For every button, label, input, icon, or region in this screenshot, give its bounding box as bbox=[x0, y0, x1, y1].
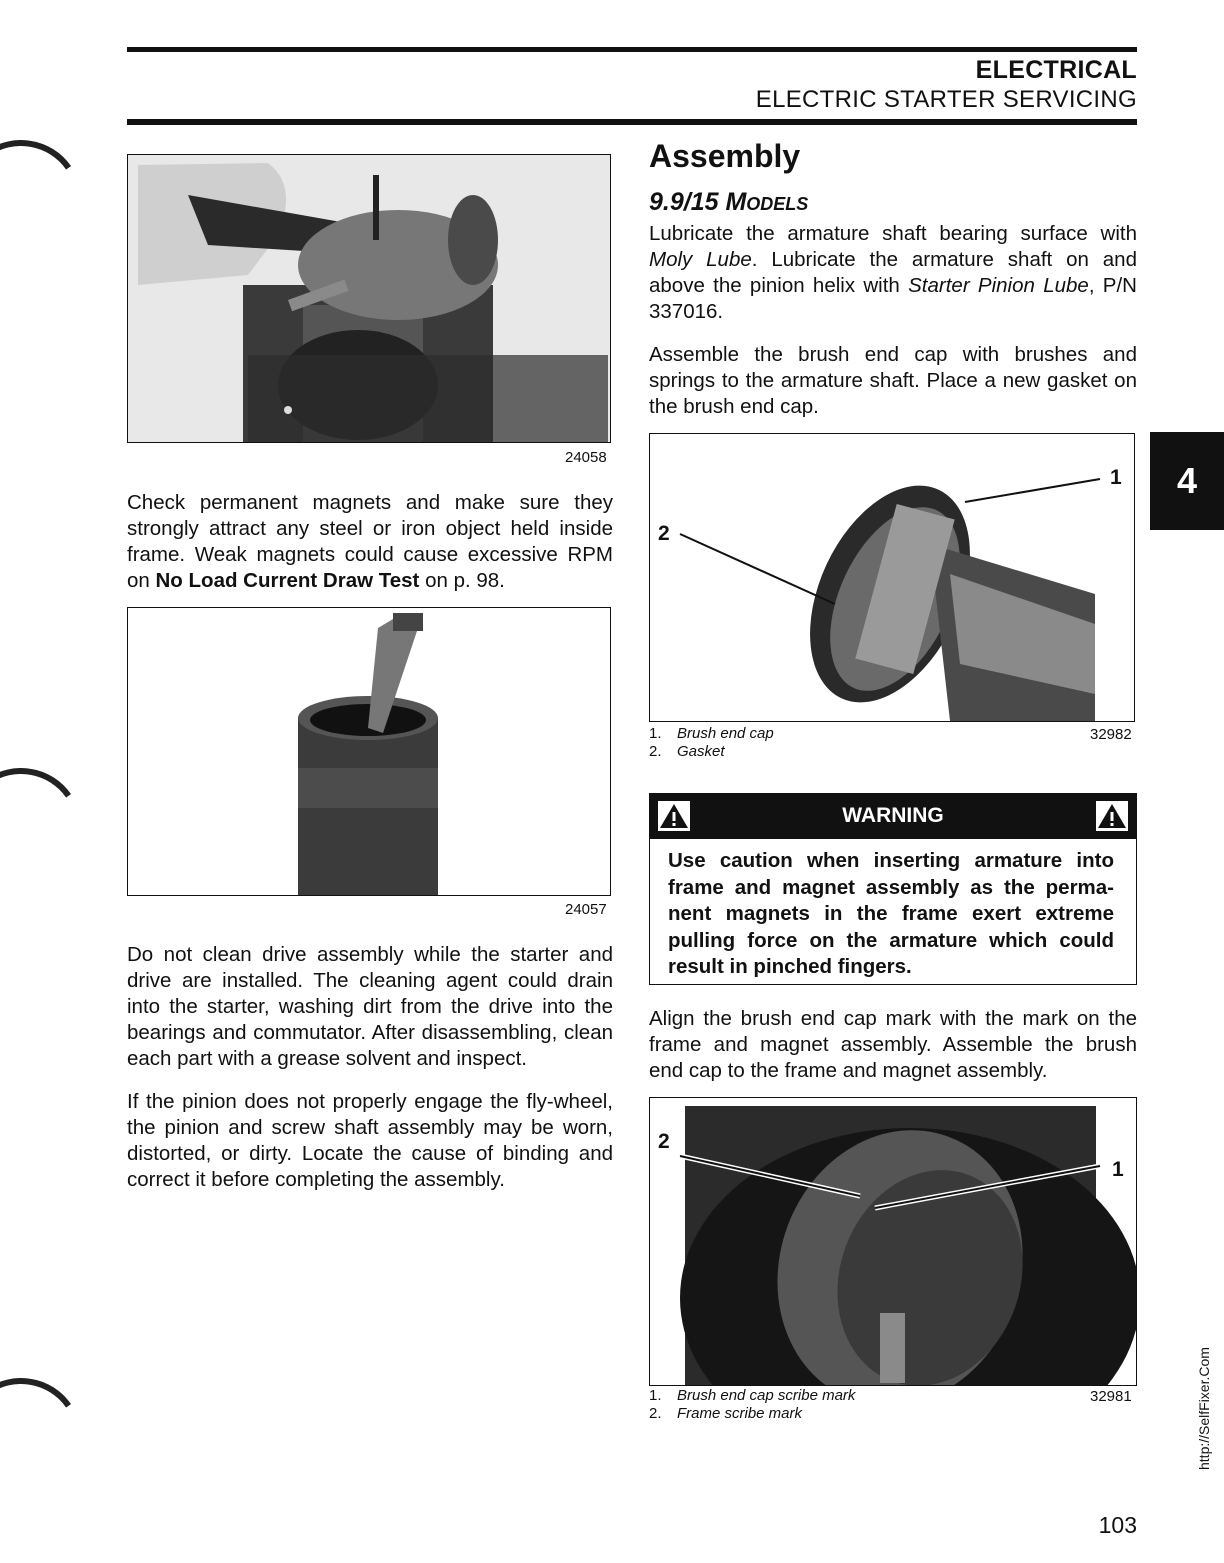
callout-2: 2 bbox=[658, 1130, 670, 1153]
figure-frame-photo bbox=[127, 607, 611, 896]
side-watermark-url: http://SelfFixer.Com bbox=[1196, 1347, 1212, 1470]
warning-triangle-icon bbox=[1096, 801, 1128, 831]
page-number: 103 bbox=[1098, 1512, 1137, 1538]
no-load-test-link-text: No Load Current Draw Test bbox=[155, 569, 420, 592]
figure-scribe-marks-photo bbox=[649, 1097, 1137, 1386]
header-subsection: ELECTRIC STARTER SERVICING bbox=[755, 86, 1137, 113]
binder-hole-middle bbox=[0, 758, 92, 899]
lubricate-text-b: . Lubricate the armature shaft on and above the pinion helix with bbox=[649, 248, 1137, 297]
lubricate-text-a: Lubricate the armature shaft bearing surface with bbox=[649, 222, 1137, 245]
starter-pinion-lube-text: Starter Pinion Lube bbox=[908, 274, 1089, 297]
lubricate-paragraph bbox=[649, 221, 1137, 325]
legend-item: 1. Brush end cap scribe mark bbox=[649, 1387, 856, 1404]
figure-4-number: 32981 bbox=[1090, 1388, 1132, 1405]
figure-armature-photo bbox=[127, 154, 611, 443]
warning-text: Use caution when inserting armature into frame and magnet assembly as the perma-nent magnets in the frame exert extreme pulling force on the armature which could result in pinched fingers. bbox=[668, 849, 1114, 978]
warning-title: WARNING bbox=[842, 804, 944, 827]
header-section: ELECTRICAL bbox=[975, 56, 1137, 84]
assembly-heading: Assembly bbox=[649, 138, 801, 174]
armature-illustration bbox=[128, 155, 610, 442]
legend-item: 1. Brush end cap bbox=[649, 725, 774, 742]
figure-4-legend bbox=[649, 1387, 855, 1423]
header-rule-top bbox=[127, 47, 1137, 52]
lubricate-text-c: , P/N 337016. bbox=[649, 274, 1137, 323]
callout-1: 1 bbox=[1110, 466, 1122, 489]
frame-illustration bbox=[128, 608, 610, 895]
clean-drive-paragraph: Do not clean drive assembly while the starter and drive are installed. The cleaning agent could drain into the starter, washing dirt from the drive into the bearings and commutator. After disassembling, clean each part with a grease solvent and inspect. bbox=[127, 943, 613, 1070]
brush-end-cap-illustration bbox=[650, 434, 1134, 721]
figure-1-number: 24058 bbox=[565, 449, 607, 466]
binder-hole-top bbox=[0, 130, 92, 271]
scribe-marks-illustration bbox=[650, 1098, 1136, 1385]
legend-item: 2. Gasket bbox=[649, 743, 725, 760]
callout-2: 2 bbox=[658, 522, 670, 545]
legend-item: 2. Frame scribe mark bbox=[649, 1405, 803, 1422]
magnets-text-end: on p. 98. bbox=[419, 569, 505, 592]
header-rule-bottom bbox=[127, 119, 1137, 125]
models-subheading: 9.9/15 Models bbox=[649, 188, 809, 216]
align-paragraph: Align the brush end cap mark with the mark on the frame and magnet assembly. Assemble the brush end cap to the frame and magnet assembly. bbox=[649, 1007, 1137, 1082]
brush-cap-paragraph: Assemble the brush end cap with brushes and springs to the armature shaft. Place a new gasket on the brush end cap. bbox=[649, 343, 1137, 418]
figure-3-number: 32982 bbox=[1090, 726, 1132, 743]
magnets-text: Check permanent magnets and make sure they strongly attract any steel or iron object held inside frame. Weak magnets could cause excessive RPM on bbox=[127, 491, 613, 592]
binder-hole-bottom bbox=[0, 1368, 92, 1509]
figure-2-number: 24057 bbox=[565, 901, 607, 918]
figure-brush-end-cap-photo bbox=[649, 433, 1135, 722]
magnets-paragraph bbox=[127, 490, 613, 594]
moly-lube-text: Moly Lube bbox=[649, 248, 752, 271]
figure-3-legend bbox=[649, 725, 774, 761]
warning-header bbox=[650, 794, 1136, 839]
chapter-tab: 4 bbox=[1150, 432, 1224, 530]
pinion-paragraph: If the pinion does not properly engage the fly-wheel, the pinion and screw shaft assembly may be worn, distorted, or dirty. Locate the cause of binding and correct it before completing the assembly. bbox=[127, 1090, 613, 1191]
callout-1: 1 bbox=[1112, 1158, 1124, 1181]
warning-box bbox=[649, 793, 1137, 985]
